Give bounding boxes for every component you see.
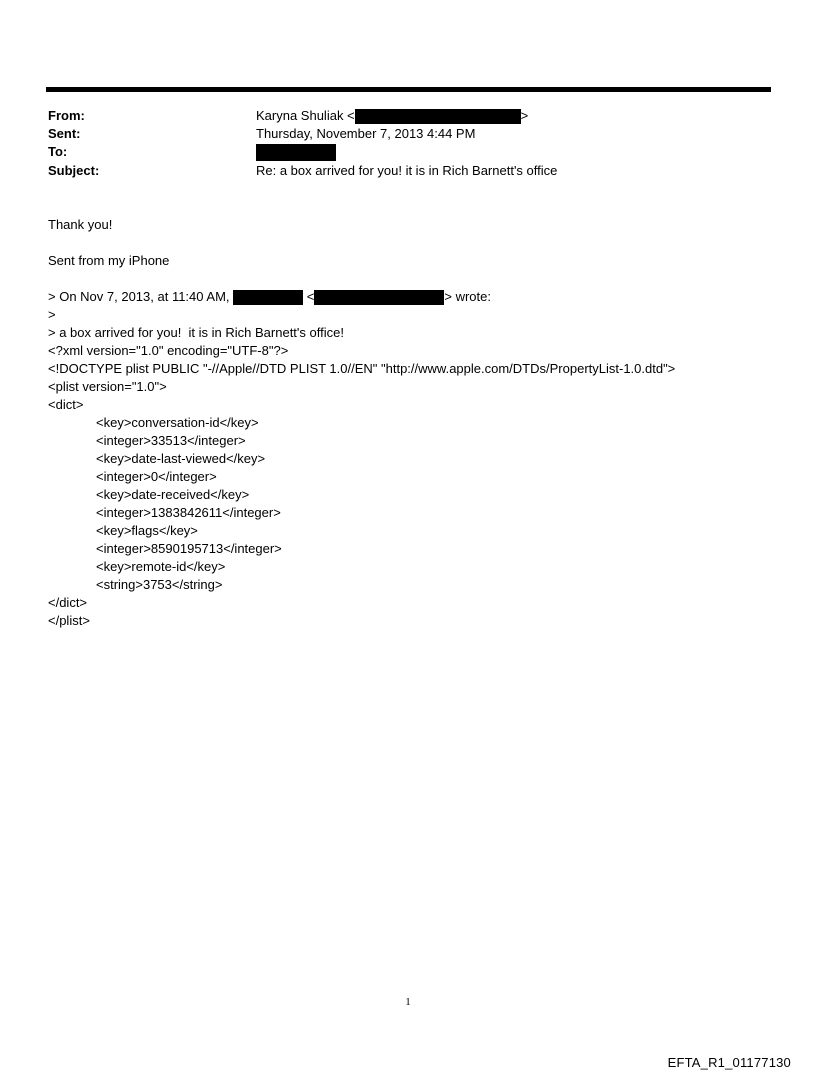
from-close-bracket: > [520, 108, 529, 123]
page-number: 1 [405, 996, 411, 1008]
sent-value: Thursday, November 7, 2013 4:44 PM [256, 126, 476, 141]
quote-blank-line: > [48, 307, 56, 322]
quote-message-line: > a box arrived for you! it is in Rich Barnett's office! [48, 325, 344, 340]
quote-intro-start: > On Nov 7, 2013, at 11:40 AM, [48, 289, 230, 304]
xml-declaration-line: <?xml version="1.0" encoding="UTF-8"?> [48, 343, 289, 358]
dict-line: <integer>0</integer> [96, 469, 217, 484]
quote-intro [48, 288, 491, 306]
dict-line: <key>conversation-id</key> [96, 415, 259, 430]
redacted-recipient [256, 144, 336, 161]
subject-value: Re: a box arrived for you! it is in Rich Barnett's office [256, 163, 558, 178]
document-id: EFTA_R1_01177130 [667, 1055, 791, 1070]
dict-line: <key>remote-id</key> [96, 559, 226, 574]
sent-label: Sent: [48, 126, 81, 141]
dict-line: <key>date-received</key> [96, 487, 250, 502]
quote-intro-end: > wrote: [444, 289, 491, 304]
dict-line: <key>flags</key> [96, 523, 198, 538]
to-value [256, 143, 336, 161]
quote-intro-lt: < [306, 289, 315, 304]
subject-label: Subject: [48, 163, 100, 178]
dict-line: <string>3753</string> [96, 577, 223, 592]
dict-open-line: <dict> [48, 397, 84, 412]
from-label: From: [48, 108, 85, 123]
doctype-line: <!DOCTYPE plist PUBLIC "-//Apple//DTD PLIST 1.0//EN" "http://www.apple.com/DTDs/PropertyList-1.0.dtd"> [48, 361, 676, 376]
to-label: To: [48, 144, 68, 159]
thanks-line: Thank you! [48, 217, 113, 232]
from-value [256, 107, 528, 125]
dict-line: <integer>1383842611</integer> [96, 505, 281, 520]
dict-line: <key>date-last-viewed</key> [96, 451, 266, 466]
redacted-email [355, 109, 521, 124]
plist-open-line: <plist version="1.0"> [48, 379, 167, 394]
dict-close-line: </dict> [48, 595, 88, 610]
plist-close-line: </plist> [48, 613, 90, 628]
signature-line: Sent from my iPhone [48, 253, 170, 268]
header-divider [46, 87, 771, 92]
dict-line: <integer>33513</integer> [96, 433, 246, 448]
dict-line: <integer>8590195713</integer> [96, 541, 282, 556]
from-name: Karyna Shuliak < [256, 108, 355, 123]
redacted-sender-email [314, 290, 444, 305]
redacted-sender-name [233, 290, 303, 305]
